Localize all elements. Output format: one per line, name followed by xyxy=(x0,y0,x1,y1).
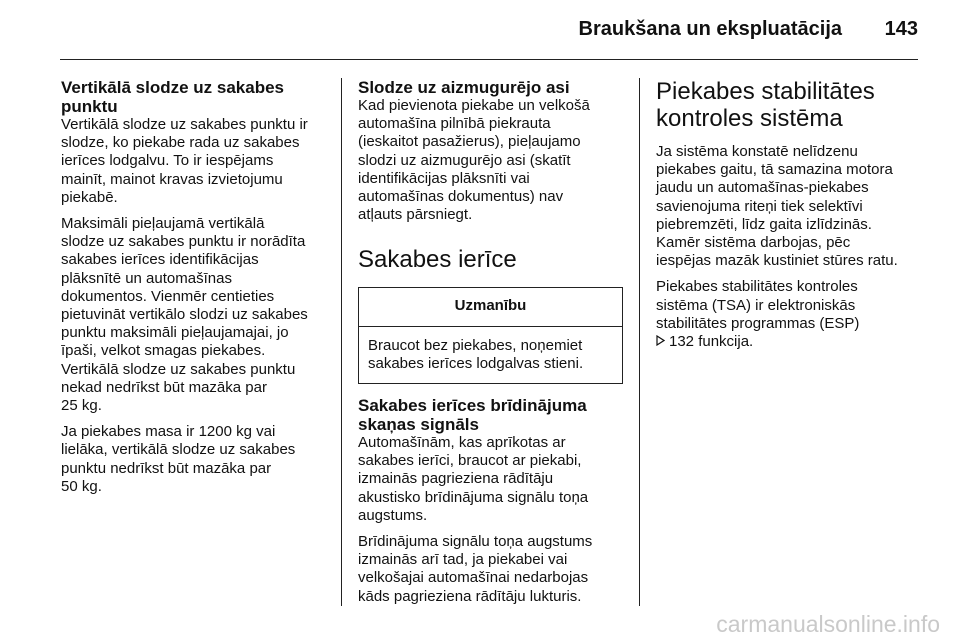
column-divider-1 xyxy=(341,78,342,606)
rear-axle-load-heading: Slodze uz aizmugurējo asi xyxy=(358,78,570,97)
caution-box xyxy=(358,287,623,384)
vertical-load-paragraph-1: Vertikālā slodze uz sakabes punktu ir slodze, ko piekabe rada uz sakabes ierīces lodgalvu. To ir iespējams mainīt, mainot kravas izvietojumu piekabē. xyxy=(61,116,308,206)
column-2 xyxy=(358,78,626,614)
header-rule xyxy=(60,59,918,60)
vertical-load-heading: Vertikālā slodze uz sakabes punktu xyxy=(61,78,285,116)
header-title: Braukšana un ekspluatācija xyxy=(578,18,842,40)
page-number: 143 xyxy=(884,18,918,40)
warning-signal-heading: Sakabes ierīces brīdinājuma skaņas signāls xyxy=(358,396,587,435)
caution-body: Braucot bez piekabes, noņemiet sakabes ierīces lodgalvas stieni. xyxy=(368,336,584,372)
rear-axle-load-paragraph: Kad pievienota piekabe un velkošā automašīna pilnībā piekrauta (ieskaitot pasažierus), pieļaujamo slodzi uz aizmugurējo asi (skatīt identifikācijas plāksnīti vai automašīnas dokumentus) nav atļauts pārsniegt. xyxy=(358,97,590,224)
warning-signal-paragraph-1: Automašīnām, kas aprīkotas ar sakabes ierīci, braucot ar piekabi, izmainās pagrieziena rādītāju akustisko brīdinājuma signālu toņa augstums. xyxy=(358,434,589,524)
page-reference[interactable]: 132 funkcija. xyxy=(669,333,754,351)
caution-title: Uzmanību xyxy=(359,288,622,326)
warning-signal-paragraph-2: Brīdinājuma signālu toņa augstums izmainās arī tad, ja piekabei vai velkošajai automašīnai nedarbojas kāds pagrieziena rādītāju lukturis. xyxy=(358,533,593,605)
trailer-stability-paragraph-1: Ja sistēma konstatē nelīdzenu piekabes gaitu, tā samazina motora jaudu un automašīnas-piekabes savienojuma riteņi tiek selektīvi piebremzēti, līdz gaita izlīdzinās. Kamēr sistēma darbojas, pēc iespējas mazāk kustiniet stūres ratu. xyxy=(656,143,898,270)
column-divider-2 xyxy=(639,78,640,606)
column-1 xyxy=(61,78,329,504)
trailer-stability-text: Piekabes stabilitātes kontroles sistēma (TSA) ir elektroniskās stabilitātes programmas (ESP) xyxy=(656,278,860,332)
watermark: carmanualsonline.info xyxy=(716,611,940,637)
trailer-stability-paragraph-2 xyxy=(656,278,924,351)
arrow-right-icon xyxy=(656,333,666,351)
column-3 xyxy=(656,78,924,359)
vertical-load-paragraph-2: Maksimāli pieļaujamā vertikālā slodze uz sakabes punktu ir norādīta sakabes ierīces identifikācijas plāksnītē un automašīnas dokumentos. Vienmēr centieties pietuvināt vertikālo slodzi uz sakabes punktu maksimāli pieļaujamajai, jo īpaši, velkot smagas piekabes. Vertikālā slodze uz sakabes punktu nekad nedrīkst būt mazāka par 25 kg. xyxy=(61,215,308,415)
towing-device-title: Sakabes ierīce xyxy=(358,246,517,274)
trailer-stability-title: Piekabes stabilitātes kontroles sistēma xyxy=(656,78,875,132)
page-header xyxy=(0,0,960,60)
vertical-load-paragraph-3: Ja piekabes masa ir 1200 kg vai lielāka, vertikālā slodze uz sakabes punktu nedrīkst būt mazāka par 50 kg. xyxy=(61,423,296,495)
